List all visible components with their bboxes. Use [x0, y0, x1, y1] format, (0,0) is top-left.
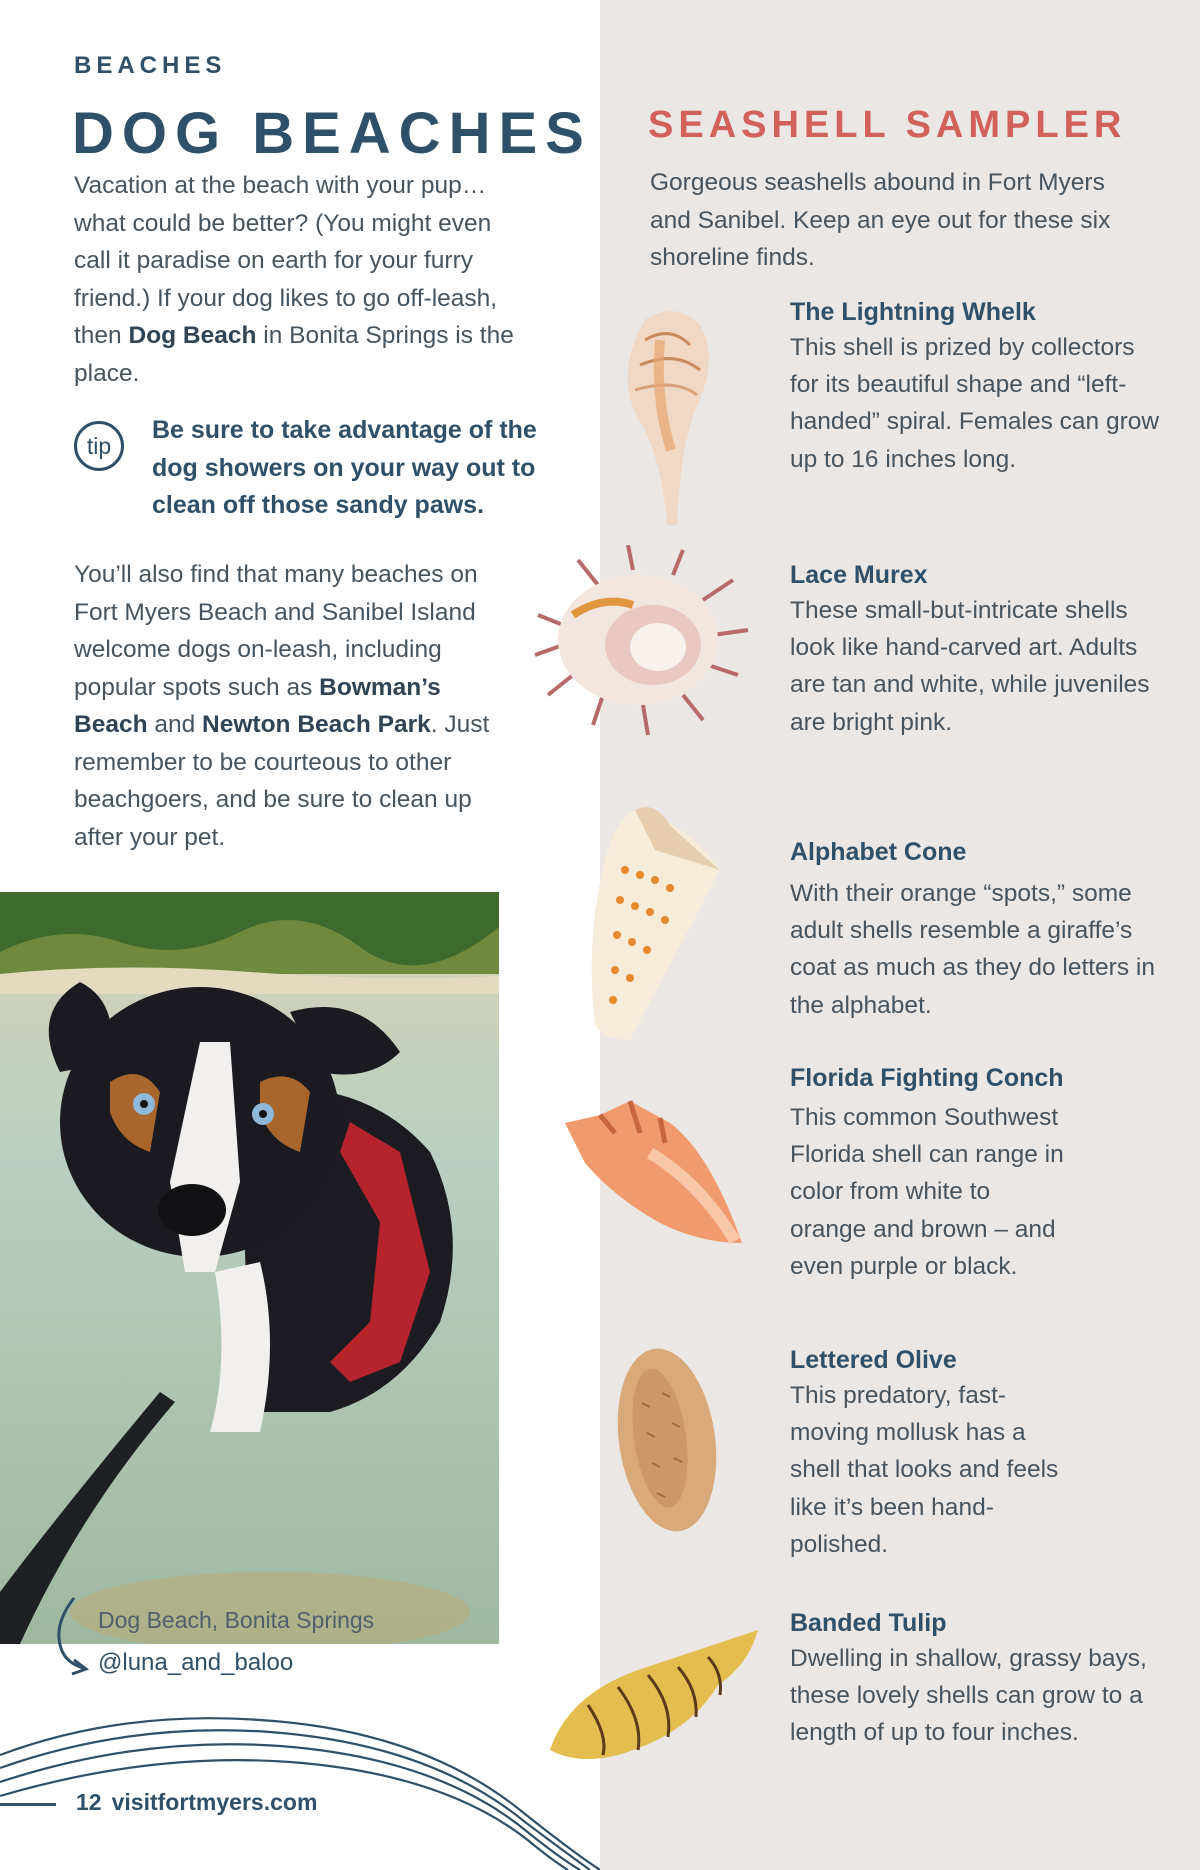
tip-badge-label: tip: [86, 432, 112, 459]
shell-description: This predatory, fast-moving mollusk has a shell that looks and feels like it’s been hand-polished.: [790, 1382, 1059, 1558]
leash-text-2: and: [147, 711, 203, 738]
sampler-intro: Gorgeous seashells abound in Fort Myers and Sanibel. Keep an eye out for these six shoreline finds.: [650, 169, 1111, 271]
tip-text: Be sure to take advantage of the dog showers on your way out to clean off those sandy paws.: [152, 416, 537, 519]
section-label: BEACHES: [74, 52, 227, 79]
intro-bold-dog-beach: Dog Beach: [128, 322, 257, 349]
tip-badge-icon: [74, 421, 124, 471]
leash-paragraph: [74, 556, 514, 856]
intro-paragraph: [74, 167, 514, 392]
shell-description: With their orange “spots,” some adult shells resemble a giraffe’s coat as much as they do letters in the alphabet.: [790, 880, 1155, 1019]
shell-description: Dwelling in shallow, grassy bays, these lovely shells can grow to a length of up to four inches.: [790, 1645, 1147, 1747]
wave-lines-decoration: [0, 1700, 600, 1870]
shell-description: This common Southwest Florida shell can range in color from white to orange and brown – and even purple or black.: [790, 1104, 1064, 1280]
leash-bold-bowmans: Bowman’s Beach: [74, 673, 441, 738]
shell-entry-lightning-whelk: [790, 295, 1160, 478]
dog-photo: [0, 892, 499, 1644]
shell-entry-lettered-olive: [790, 1343, 1160, 1563]
photo-caption: Dog Beach, Bonita Springs: [98, 1607, 375, 1633]
shell-entry-lace-murex: [790, 558, 1160, 741]
lace-murex-shell-icon: [533, 545, 758, 740]
shell-entry-banded-tulip: [790, 1606, 1160, 1752]
photo-credit-handle[interactable]: @luna_and_baloo: [98, 1649, 294, 1676]
shell-entry-fighting-conch: [790, 1061, 1160, 1285]
sampler-title: SEASHELL SAMPLER: [648, 104, 1127, 146]
leash-bold-newton: Newton Beach Park: [202, 711, 431, 738]
footer-website-link[interactable]: visitfortmyers.com: [111, 1789, 318, 1815]
page-title: DOG BEACHES: [72, 101, 592, 166]
shell-description: This shell is prized by collectors for its beautiful shape and “left-handed” spiral. Females can grow up to 16 inches long.: [790, 334, 1160, 473]
shell-name: Lettered Olive: [790, 1346, 957, 1374]
fighting-conch-shell-icon: [560, 1093, 745, 1248]
leash-text-1: You’ll also find that many beaches on Fort Myers Beach and Sanibel Island welcome dogs on-leash, including popular spots such as: [74, 561, 478, 701]
alphabet-cone-shell-icon: [575, 800, 725, 1045]
banded-tulip-shell-icon: [548, 1625, 760, 1765]
intro-text-1: Vacation at the beach with your pup… what could be better? (You might even call it paradise on earth for your furry friend.) If your dog likes to go off-leash, then: [74, 172, 498, 349]
shell-name: Florida Fighting Conch: [790, 1064, 1064, 1092]
shell-name: The Lightning Whelk: [790, 298, 1036, 326]
footer-rule: [0, 1803, 56, 1806]
caption-arrow-icon: [52, 1596, 92, 1676]
shell-name: Banded Tulip: [790, 1609, 947, 1637]
intro-text-2: in Bonita Springs is the place.: [74, 322, 514, 387]
lettered-olive-shell-icon: [612, 1343, 722, 1538]
page-number: 12: [76, 1789, 102, 1815]
shell-name: Lace Murex: [790, 561, 928, 589]
leash-text-3: . Just remember to be courteous to other beachgoers, and be sure to clean up after your pet.: [74, 711, 490, 851]
lightning-whelk-shell-icon: [605, 300, 725, 530]
shell-description: These small-but-intricate shells look like hand-carved art. Adults are tan and white, while juveniles are bright pink.: [790, 597, 1150, 736]
footer: [76, 1789, 317, 1816]
shell-name: Alphabet Cone: [790, 838, 967, 866]
shell-entry-alphabet-cone: [790, 835, 1160, 1024]
